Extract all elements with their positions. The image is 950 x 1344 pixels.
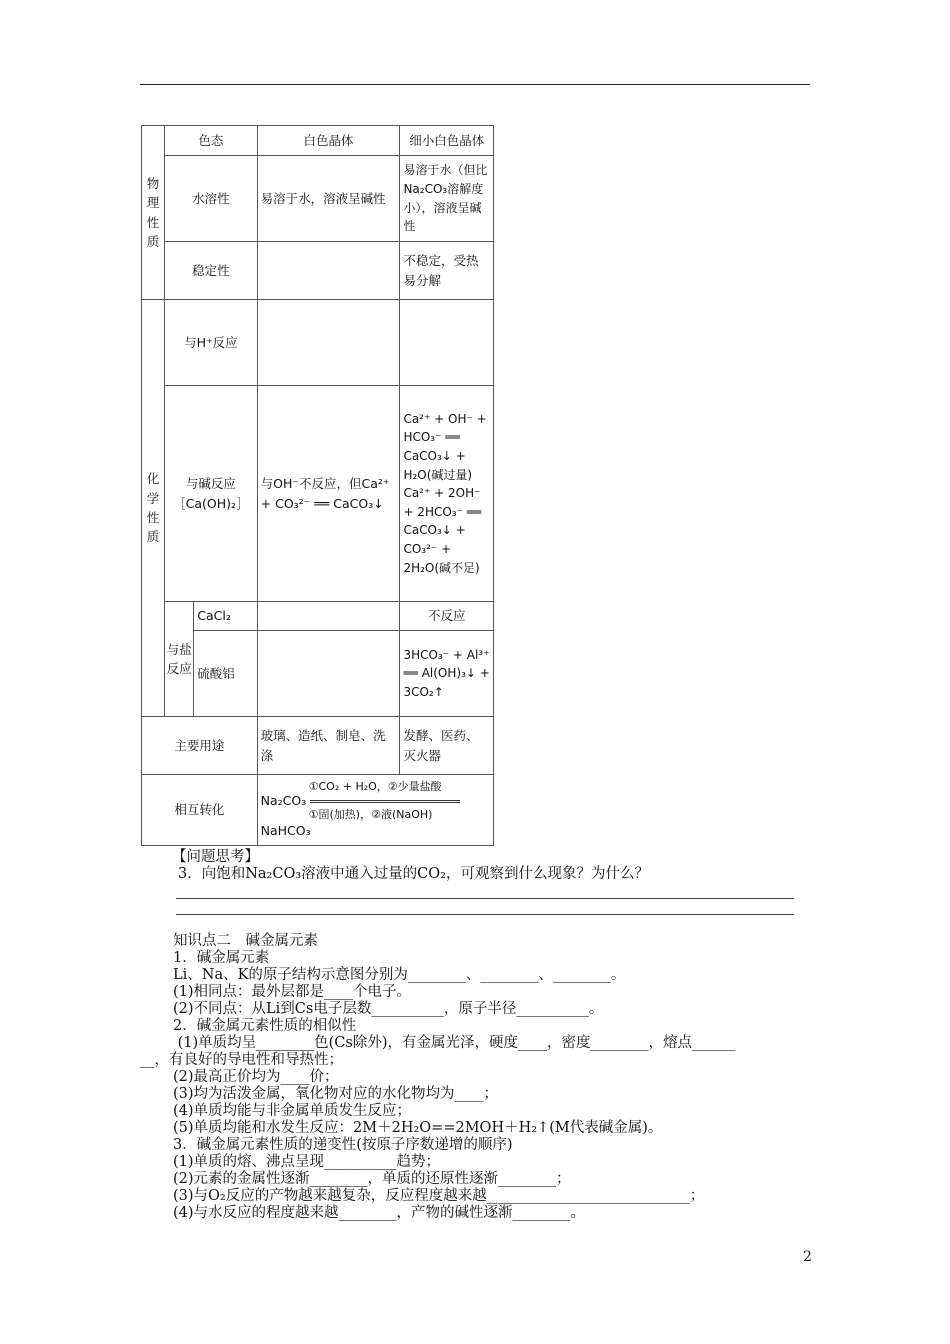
salt-reaction-label: 与盐反应 xyxy=(165,602,194,717)
section-2-e: (5)单质均能和水发生反应：2M＋2H₂O==2MOH＋H₂↑(M代表碱金属)。 xyxy=(173,1120,663,1136)
aluminum-sulfate-a xyxy=(257,631,400,717)
acid-a xyxy=(257,300,400,386)
cacl2-b: 不反应 xyxy=(400,602,494,631)
aluminum-sulfate-b: 3HCO₃⁻ + Al³⁺ ══ Al(OH)₃↓ + 3CO₂↑ xyxy=(400,631,494,717)
conversion-equation xyxy=(261,793,490,808)
section-1-title: 1．碱金属元素 xyxy=(173,950,270,966)
cacl2-label: CaCl₂ xyxy=(194,602,257,631)
stability-label: 稳定性 xyxy=(165,242,258,300)
header-rule xyxy=(140,84,810,85)
section-2-a-cont: __，有良好的导电性和导热性； xyxy=(140,1052,343,1068)
question-header: 【问题思考】 xyxy=(172,849,259,865)
solubility-label: 水溶性 xyxy=(165,156,258,242)
page-number: 2 xyxy=(803,1249,812,1265)
section-2-b: (2)最高正价均为____价； xyxy=(173,1069,339,1085)
cacl2-a xyxy=(257,602,400,631)
conversion-forward-conditions: ①CO₂ + H₂O，②少量盐酸 xyxy=(308,779,442,793)
section-3-d: (4)与水反应的程度越来越________，产物的碱性逐渐________。 xyxy=(173,1205,586,1221)
base-a: 与OH⁻不反应，但Ca²⁺ + CO₃²⁻ ══ CaCO₃↓ xyxy=(257,386,400,602)
color-a: 白色晶体 xyxy=(257,126,400,156)
section-1-b: (1)相同点：最外层都是____个电子。 xyxy=(173,984,412,1000)
base-b: Ca²⁺ + OH⁻ + HCO₃⁻ ══ CaCO₃↓ + H₂O(碱过量) Ca²⁺ + 2OH⁻ + 2HCO₃⁻ ══ CaCO₃↓ + CO₃²⁻ + 2H₂O(碱不足) xyxy=(400,386,494,602)
chemical-properties-header: 化学性质 xyxy=(142,300,165,717)
solubility-b: 易溶于水（但比Na₂CO₃溶解度小），溶液呈碱性 xyxy=(400,156,494,242)
acid-b xyxy=(400,300,494,386)
physical-properties-header: 物理性质 xyxy=(142,126,165,300)
base-reaction-label: 与碱反应［Ca(OH)₂］ xyxy=(165,386,258,602)
uses-label: 主要用途 xyxy=(142,717,258,775)
section-3-a: (1)单质的熔、沸点呈现__________趋势； xyxy=(173,1154,441,1170)
conversion-label: 相互转化 xyxy=(142,775,258,846)
section-1-c: (2)不同点：从Li到Cs电子层数__________，原子半径__________。 xyxy=(173,1001,604,1017)
answer-line-2 xyxy=(176,914,794,915)
color-b: 细小白色晶体 xyxy=(400,126,494,156)
answer-line-1 xyxy=(176,898,794,899)
section-2-d: (4)单质均能与非金属单质发生反应； xyxy=(173,1103,412,1119)
color-label: 色态 xyxy=(165,126,258,156)
acid-reaction-label: 与H⁺反应 xyxy=(165,300,258,386)
section-3-b: (2)元素的金属性逐渐________，单质的还原性逐渐________； xyxy=(173,1171,571,1187)
section-2-a: (1)单质均呈________色(Cs除外)，有金属光泽，硬度____，密度________，熔点______ xyxy=(173,1035,736,1051)
section-2-c: (3)均为活泼金属，氧化物对应的水化物均为____； xyxy=(173,1086,499,1102)
uses-b: 发酵、医药、灭火器 xyxy=(400,717,494,775)
stability-b: 不稳定，受热易分解 xyxy=(400,242,494,300)
stability-a xyxy=(257,242,400,300)
aluminum-sulfate-label: 硫酸铝 xyxy=(194,631,257,717)
question-3: 3．向饱和Na₂CO₃溶液中通入过量的CO₂，可观察到什么现象？为什么？ xyxy=(178,866,649,882)
conversion-reverse-conditions: ①固(加热)，②液(NaOH) xyxy=(308,807,433,821)
section-1-a: Li、Na、K的原子结构示意图分别为________、________、________。 xyxy=(173,967,626,983)
equilibrium-arrow xyxy=(310,800,460,803)
section-2-title: 2．碱金属元素性质的相似性 xyxy=(173,1018,357,1034)
conversion-cell xyxy=(257,775,493,846)
conversion-right: NaHCO₃ xyxy=(260,823,311,838)
section-3-title: 3．碱金属元素性质的递变性(按原子序数递增的顺序) xyxy=(173,1137,513,1153)
conversion-left: Na₂CO₃ xyxy=(260,792,307,808)
knowledge-point-2: 知识点二 碱金属元素 xyxy=(173,933,318,949)
section-3-c: (3)与O₂反应的产物越来越复杂，反应程度越来越____________________________； xyxy=(173,1188,705,1204)
solubility-a: 易溶于水，溶液呈碱性 xyxy=(257,156,400,242)
uses-a: 玻璃、造纸、制皂、洗涤 xyxy=(257,717,400,775)
carbonate-properties-table xyxy=(141,125,494,846)
